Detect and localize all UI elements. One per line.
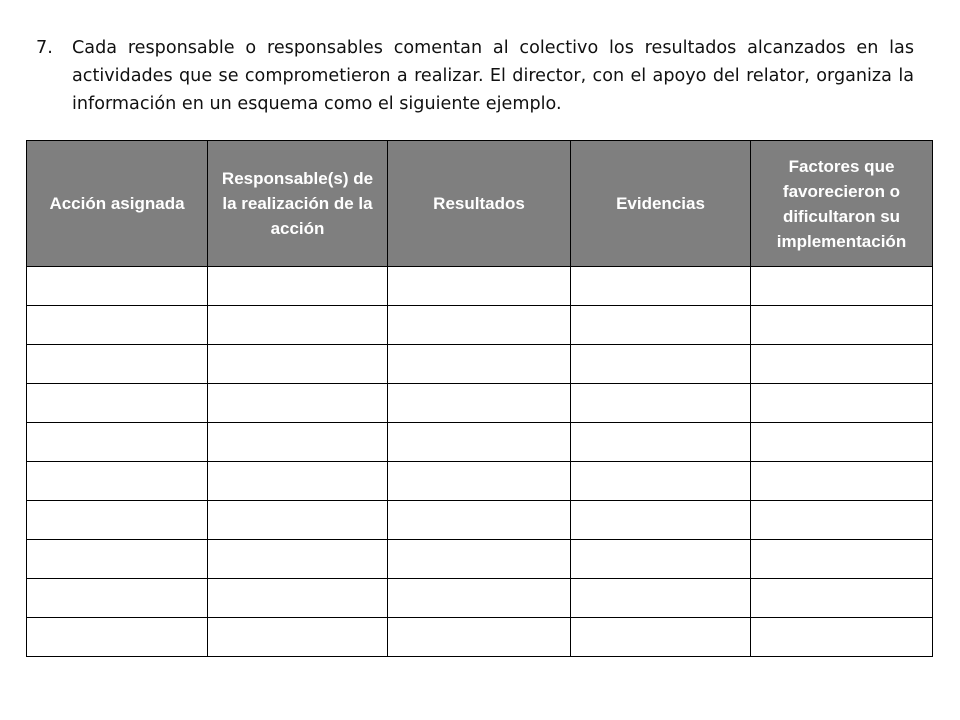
table-cell[interactable]: [388, 423, 571, 462]
table-cell[interactable]: [751, 384, 933, 423]
table-cell[interactable]: [27, 618, 208, 657]
header-accion-asignada: Acción asignada: [27, 141, 208, 267]
table-cell[interactable]: [27, 579, 208, 618]
table-cell[interactable]: [208, 423, 388, 462]
results-scheme-table: [26, 140, 933, 657]
table-cell[interactable]: [571, 345, 751, 384]
table-row: [27, 345, 933, 384]
table-header-row: [27, 141, 933, 267]
table-cell[interactable]: [208, 384, 388, 423]
table-cell[interactable]: [751, 579, 933, 618]
table-cell[interactable]: [388, 267, 571, 306]
table-cell[interactable]: [571, 384, 751, 423]
table-row: [27, 618, 933, 657]
table-body: [27, 267, 933, 657]
instruction-number: 7.: [36, 38, 53, 58]
table-cell[interactable]: [751, 618, 933, 657]
table-cell[interactable]: [388, 618, 571, 657]
instruction-paragraph: [36, 34, 914, 118]
table-cell[interactable]: [208, 267, 388, 306]
table-cell[interactable]: [571, 579, 751, 618]
table-cell[interactable]: [751, 501, 933, 540]
table-row: [27, 384, 933, 423]
table-cell[interactable]: [388, 384, 571, 423]
instruction-text: Cada responsable o responsables comentan al colectivo los resultados alcanzados en las actividades que se comprometieron a realizar. El director, con el apoyo del relator, organiza la información en un esquema como el siguiente ejemplo.: [72, 38, 914, 114]
table-cell[interactable]: [27, 306, 208, 345]
table-row: [27, 306, 933, 345]
table-cell[interactable]: [571, 462, 751, 501]
table-cell[interactable]: [208, 462, 388, 501]
table-cell[interactable]: [27, 384, 208, 423]
table-cell[interactable]: [388, 501, 571, 540]
table-cell[interactable]: [27, 501, 208, 540]
table-cell[interactable]: [571, 618, 751, 657]
table-cell[interactable]: [208, 345, 388, 384]
table-cell[interactable]: [751, 306, 933, 345]
header-resultados: Resultados: [388, 141, 571, 267]
header-evidencias: Evidencias: [571, 141, 751, 267]
table-cell[interactable]: [27, 423, 208, 462]
table-cell[interactable]: [27, 462, 208, 501]
table-cell[interactable]: [571, 423, 751, 462]
table-cell[interactable]: [388, 579, 571, 618]
table-cell[interactable]: [571, 267, 751, 306]
table-cell[interactable]: [388, 540, 571, 579]
table-cell[interactable]: [208, 579, 388, 618]
table-row: [27, 501, 933, 540]
table-cell[interactable]: [751, 345, 933, 384]
table-cell[interactable]: [208, 618, 388, 657]
table-cell[interactable]: [208, 540, 388, 579]
header-factores: Factores que favorecieron o dificultaron su implementación: [751, 141, 933, 267]
table-cell[interactable]: [388, 306, 571, 345]
table-cell[interactable]: [571, 501, 751, 540]
table-row: [27, 267, 933, 306]
table-cell[interactable]: [27, 540, 208, 579]
table-cell[interactable]: [751, 423, 933, 462]
table-cell[interactable]: [388, 462, 571, 501]
table-cell[interactable]: [571, 306, 751, 345]
table-row: [27, 540, 933, 579]
table-header: [27, 141, 933, 267]
header-responsables: Responsable(s) de la realización de la acción: [208, 141, 388, 267]
table-row: [27, 423, 933, 462]
table-row: [27, 579, 933, 618]
table-cell[interactable]: [388, 345, 571, 384]
table-cell[interactable]: [751, 462, 933, 501]
table-cell[interactable]: [751, 267, 933, 306]
table-cell[interactable]: [208, 306, 388, 345]
table-cell[interactable]: [571, 540, 751, 579]
table-cell[interactable]: [208, 501, 388, 540]
table-cell[interactable]: [751, 540, 933, 579]
table-row: [27, 462, 933, 501]
table-cell[interactable]: [27, 345, 208, 384]
table-cell[interactable]: [27, 267, 208, 306]
